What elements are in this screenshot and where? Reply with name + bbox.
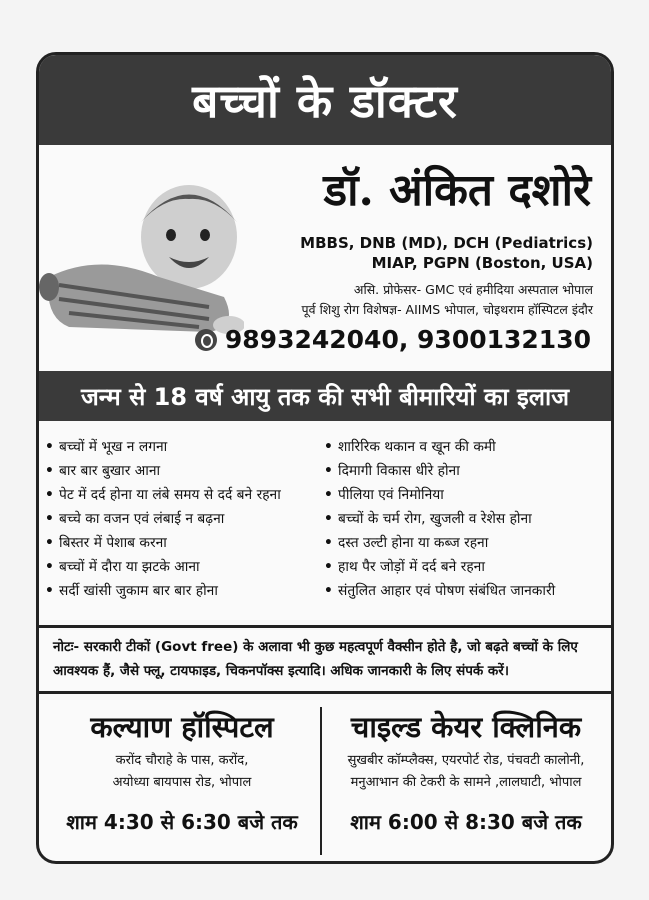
clinic-timing: शाम 6:00 से 8:30 बजे तक — [350, 810, 582, 834]
list-item: • दस्त उल्टी होना या कब्ज रहना — [324, 531, 614, 555]
list-item: • बच्चों के चर्म रोग, खुजली व रेशेस होना — [324, 507, 614, 531]
qualifications — [300, 233, 593, 273]
bullet-icon: • — [324, 487, 333, 503]
clinic-address: करोंद चौराहे के पास, करोंद, अयोध्या बायपास रोड, भोपाल — [112, 753, 252, 790]
list-item: • बच्चों में दौरा या झटके आना — [45, 555, 335, 579]
position-line: पूर्व शिशु रोग विशेषज्ञ- AIIMS भोपाल, चोइथराम हॉस्पिटल इंदौर — [301, 302, 593, 317]
bullet-icon: • — [324, 511, 333, 527]
bullet-icon: • — [45, 535, 54, 551]
bullet-icon: • — [45, 463, 54, 479]
vaccine-note: नोटः- सरकारी टीकों (Govt free) के अलावा भी कुछ महत्वपूर्ण वैक्सीन होते है, जो बढ़ते बच्चों के लिए आवश्यक हैं, जैसे फ्लू, टायफाइड, चिकनपॉक्स इत्यादि। अधिक जानकारी के लिए संपर्क करें। — [53, 639, 578, 679]
whatsapp-icon — [195, 329, 217, 351]
bullet-icon: • — [324, 463, 333, 479]
qualification-line: MIAP, PGPN (Boston, USA) — [371, 254, 593, 272]
list-item: • सर्दी खांसी जुकाम बार बार होना — [45, 579, 335, 603]
list-item: • पेट में दर्द होना या लंबे समय से दर्द बने रहना — [45, 483, 335, 507]
bullet-icon: • — [45, 511, 54, 527]
bullet-icon: • — [324, 439, 333, 455]
bullet-icon: • — [324, 583, 333, 599]
qualification-line: MBBS, DNB (MD), DCH (Pediatrics) — [300, 234, 593, 252]
clinic-name: कल्याण हॉस्पिटल — [90, 710, 274, 744]
divider — [39, 625, 611, 628]
clinic-address: सुखबीर कॉम्प्लैक्स, एयरपोर्ट रोड, पंचवटी कालोनी, मनुआभान की टेकरी के सामने ,लालघाटी, भोपाल — [347, 753, 585, 790]
list-item: • बार बार बुखार आना — [45, 459, 335, 483]
list-item: • दिमागी विकास धीरे होना — [324, 459, 614, 483]
poster-card — [36, 52, 614, 864]
divider — [39, 691, 611, 694]
page-title: बच्चों के डॉक्टर — [39, 55, 611, 145]
treatment-heading: जन्म से 18 वर्ष आयु तक की सभी बीमारियों का इलाज — [39, 371, 611, 421]
bullet-icon: • — [324, 559, 333, 575]
list-item: • बिस्तर में पेशाब करना — [45, 531, 335, 555]
bullet-icon: • — [45, 559, 54, 575]
phone-numbers[interactable]: 9893242040, 9300132130 — [224, 325, 591, 354]
bullet-icon: • — [45, 439, 54, 455]
list-item: • पीलिया एवं निमोनिया — [324, 483, 614, 507]
list-item: • हाथ पैर जोड़ों में दर्द बने रहना — [324, 555, 614, 579]
clinic-timing: शाम 4:30 से 6:30 बजे तक — [66, 810, 298, 834]
position-line: असि. प्रोफेसर- GMC एवं हमीदिया अस्पताल भोपाल — [353, 282, 593, 297]
bullet-icon: • — [45, 583, 54, 599]
clinic-kalyan-hospital — [47, 707, 317, 835]
bullet-icon: • — [324, 535, 333, 551]
phone-row — [195, 325, 591, 354]
list-item: • संतुलित आहार एवं पोषण संबंधित जानकारी — [324, 579, 614, 603]
list-item: • बच्चों में भूख न लगना — [45, 435, 335, 459]
clinic-child-care — [321, 707, 611, 835]
bullet-icon: • — [45, 487, 54, 503]
positions — [302, 280, 593, 320]
conditions-list-right — [324, 435, 614, 603]
list-item: • शारिरिक थकान व खून की कमी — [324, 435, 614, 459]
doctor-name: डॉ. अंकित दशोरे — [323, 165, 591, 216]
baby-photo — [39, 167, 244, 342]
clinic-name: चाइल्ड केयर क्लिनिक — [350, 710, 582, 744]
conditions-list-left — [45, 435, 335, 603]
list-item: • बच्चे का वजन एवं लंबाई न बढ़ना — [45, 507, 335, 531]
